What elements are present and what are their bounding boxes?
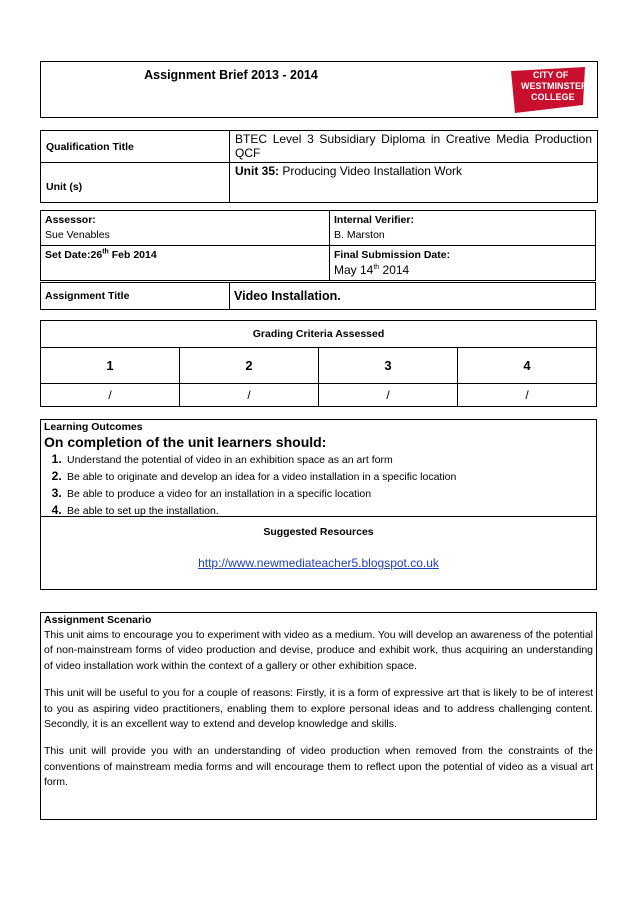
final-submission-label: Final Submission Date: — [334, 249, 451, 261]
learning-outcomes-section — [41, 420, 596, 517]
set-date-suffix-sup: th — [102, 248, 109, 256]
grade-column-4: 4 — [458, 348, 597, 384]
final-submission-cell — [330, 246, 596, 281]
grade-mark-2: / — [180, 384, 319, 407]
grade-mark-1: / — [41, 384, 180, 407]
grading-heading: Grading Criteria Assessed — [41, 321, 597, 348]
unit-value — [230, 163, 598, 203]
assessor-label: Assessor: — [45, 214, 96, 226]
logo-line-2: WESTMINSTER — [521, 81, 587, 91]
learning-outcomes-list — [44, 451, 593, 519]
document-title: Assignment Brief 2013 - 2014 — [144, 68, 318, 82]
set-date-rest: Feb 2014 — [108, 249, 157, 261]
set-date — [41, 246, 330, 281]
suggested-resources-heading: Suggested Resources — [263, 526, 374, 538]
verifier-value: B. Marston — [334, 229, 385, 241]
grade-column-3: 3 — [319, 348, 458, 384]
scenario-heading: Assignment Scenario — [44, 614, 152, 626]
verifier-label: Internal Verifier: — [334, 214, 414, 226]
assessor-value: Sue Venables — [45, 229, 110, 241]
assignment-title-label: Assignment Title — [41, 283, 230, 310]
assignment-scenario-box — [40, 612, 597, 820]
assessor-cell — [41, 211, 330, 246]
resources-link[interactable]: http://www.newmediateacher5.blogspot.co.uk — [198, 556, 439, 570]
logo-line-1: CITY OF — [533, 70, 569, 80]
qualification-title-value: BTEC Level 3 Subsidiary Diploma in Creative Media Production QCF — [230, 131, 598, 163]
list-item: 3. Be able to produce a video for an installation in a specific location — [65, 485, 593, 502]
qualification-table — [40, 130, 598, 203]
verifier-cell — [330, 211, 596, 246]
learning-outcomes-intro: On completion of the unit learners should: — [44, 434, 327, 450]
list-item: 4. Be able to set up the installation. — [65, 502, 593, 519]
unit-label: Unit (s) — [41, 163, 230, 203]
grade-mark-4: / — [458, 384, 597, 407]
grade-column-1: 1 — [41, 348, 180, 384]
assessor-table — [40, 210, 596, 281]
assignment-title-value: Video Installation. — [230, 283, 596, 310]
scenario-paragraph: This unit will be useful to you for a couple of reasons: Firstly, it is a form of expressive art that is likely to be of interest to you as aspiring video practitioners, enabling them to explore personal ideas and to address challenging content. Secondly, it is an excellent way to extend and develop knowledge and skills. — [44, 687, 593, 731]
final-date-rest: 2014 — [379, 263, 410, 277]
logo-line-3: COLLEGE — [531, 92, 575, 102]
unit-name: Producing Video Installation Work — [279, 164, 463, 178]
final-date-sup: th — [373, 264, 380, 271]
unit-prefix: Unit 35: — [235, 164, 280, 178]
header-box — [40, 61, 598, 118]
learning-outcomes-box — [40, 419, 597, 590]
scenario-paragraph: This unit will provide you with an understanding of video production when removed from the constraints of the conventions of mainstream media forms and will encourage them to reflect upon the potential of video as a visual art form. — [44, 745, 593, 789]
list-item: 2. Be able to originate and develop an idea for a video installation in a specific location — [65, 468, 593, 485]
final-date-prefix: May 14 — [334, 263, 374, 277]
grading-criteria-table — [40, 320, 597, 407]
grade-mark-3: / — [319, 384, 458, 407]
learning-outcomes-heading: Learning Outcomes — [44, 421, 143, 433]
college-logo — [509, 65, 587, 115]
set-date-prefix: Set Date:26 — [45, 249, 103, 261]
final-submission-date — [334, 263, 591, 278]
grade-column-2: 2 — [180, 348, 319, 384]
qualification-title-label: Qualification Title — [41, 131, 230, 163]
assignment-title-table — [40, 282, 596, 310]
scenario-paragraph: This unit aims to encourage you to experiment with video as a medium. You will develop an awareness of the potential of non-mainstream forms of video production and devise, produce and exhibit work, thus acquiring an understanding of video installation work within the context of a gallery or other exhibition space. — [44, 629, 593, 672]
list-item: 1. Understand the potential of video in an exhibition space as an art form — [65, 451, 593, 468]
